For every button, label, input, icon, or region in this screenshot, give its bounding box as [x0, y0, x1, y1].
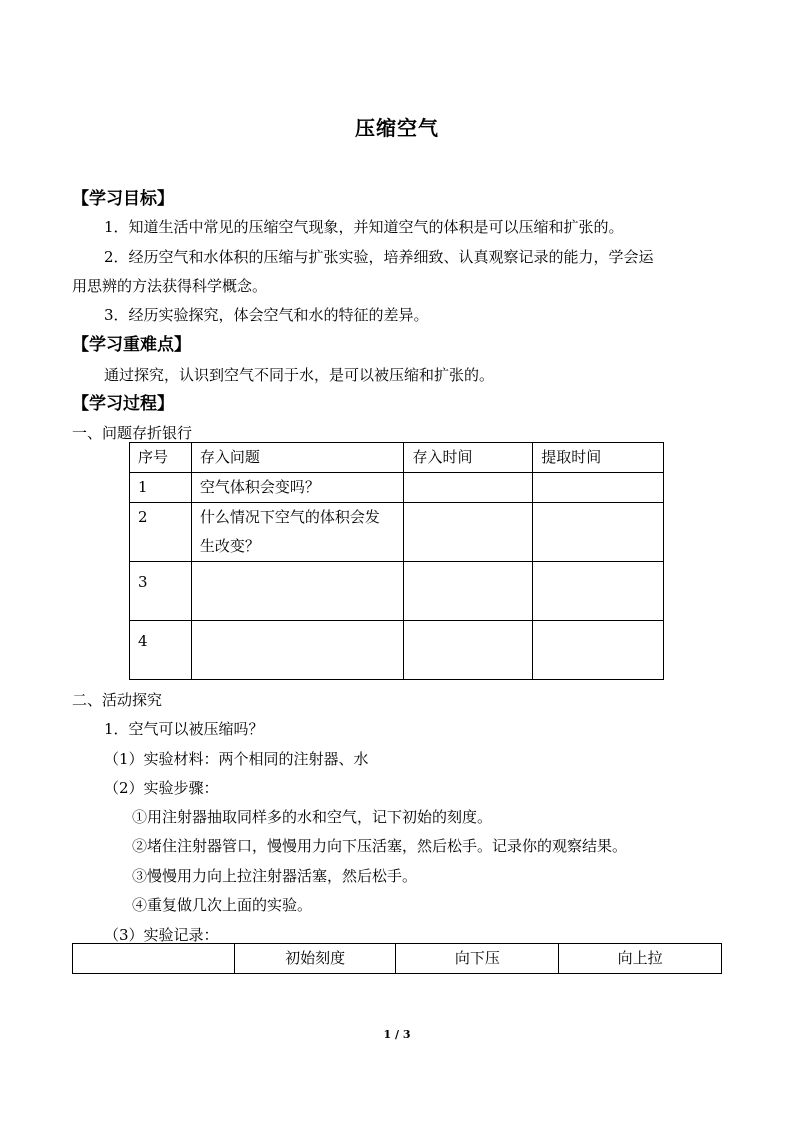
question-cell — [191, 621, 404, 680]
table-row — [130, 562, 664, 621]
row-number: 1 — [130, 473, 192, 503]
row-number: 2 — [130, 503, 192, 562]
record-label: （3）实验记录： — [104, 926, 219, 944]
header-cell: 提取时间 — [533, 443, 664, 473]
page-number: 1 / 3 — [383, 1028, 411, 1041]
goal-item-1: 1．知道生活中常见的压缩空气现象，并知道空气的体积是可以压缩和扩张的。 — [104, 218, 624, 236]
key-points-heading: 【学习重难点】 — [72, 335, 191, 355]
question-1: 1．空气可以被压缩吗？ — [104, 720, 264, 738]
row-number: 4 — [130, 621, 192, 680]
header-cell: 存入时间 — [404, 443, 533, 473]
deposit-time-cell — [404, 503, 533, 562]
section-1-heading: 一、问题存折银行 — [72, 424, 193, 442]
goals-heading: 【学习目标】 — [72, 189, 174, 209]
goal-item-2-line-2: 用思辨的方法获得科学概念。 — [72, 277, 268, 295]
question-cell — [191, 562, 404, 621]
goal-item-2-line-1: 2．经历空气和水体积的压缩与扩张实验，培养细致、认真观察记录的能力，学会运 — [104, 248, 654, 266]
question-cell: 空气体积会变吗？ — [191, 473, 404, 503]
deposit-time-cell — [404, 562, 533, 621]
header-cell: 向上拉 — [559, 944, 722, 974]
header-cell: 初始刻度 — [234, 944, 396, 974]
question-bank-table — [129, 442, 664, 680]
withdraw-time-cell — [533, 503, 664, 562]
header-cell: 向下压 — [396, 944, 559, 974]
materials-text: （1）实验材料：两个相同的注射器、水 — [104, 750, 369, 768]
process-heading: 【学习过程】 — [72, 394, 174, 414]
step-3: ③慢慢用力向上拉注射器活塞，然后松手。 — [132, 867, 418, 885]
step-4: ④重复做几次上面的实验。 — [132, 896, 313, 914]
question-cell — [191, 503, 404, 562]
row-number: 3 — [130, 562, 192, 621]
step-2: ②堵住注射器管口，慢慢用力向下压活塞，然后松手。记录你的观察结果。 — [132, 837, 628, 855]
table-header-row — [130, 443, 664, 473]
table-row — [130, 473, 664, 503]
key-points-text: 通过探究，认识到空气不同于水，是可以被压缩和扩张的。 — [104, 366, 495, 384]
question-line-1: 什么情况下空气的体积会发 — [199, 508, 380, 526]
table-row — [130, 503, 664, 562]
section-2-heading: 二、活动探究 — [72, 691, 163, 709]
goal-item-3: 3．经历实验探究，体会空气和水的特征的差异。 — [104, 306, 429, 324]
table-header-row — [73, 944, 722, 974]
header-cell: 存入问题 — [191, 443, 404, 473]
steps-label: （2）实验步骤： — [104, 779, 219, 797]
table-row — [130, 621, 664, 680]
deposit-time-cell — [404, 621, 533, 680]
withdraw-time-cell — [533, 562, 664, 621]
record-table — [72, 943, 722, 974]
header-cell — [73, 944, 235, 974]
withdraw-time-cell — [533, 621, 664, 680]
step-1: ①用注射器抽取同样多的水和空气，记下初始的刻度。 — [132, 808, 493, 826]
page-title: 压缩空气 — [355, 116, 439, 140]
question-line-2: 生改变？ — [199, 537, 260, 555]
withdraw-time-cell — [533, 473, 664, 503]
deposit-time-cell — [404, 473, 533, 503]
header-cell: 序号 — [130, 443, 192, 473]
